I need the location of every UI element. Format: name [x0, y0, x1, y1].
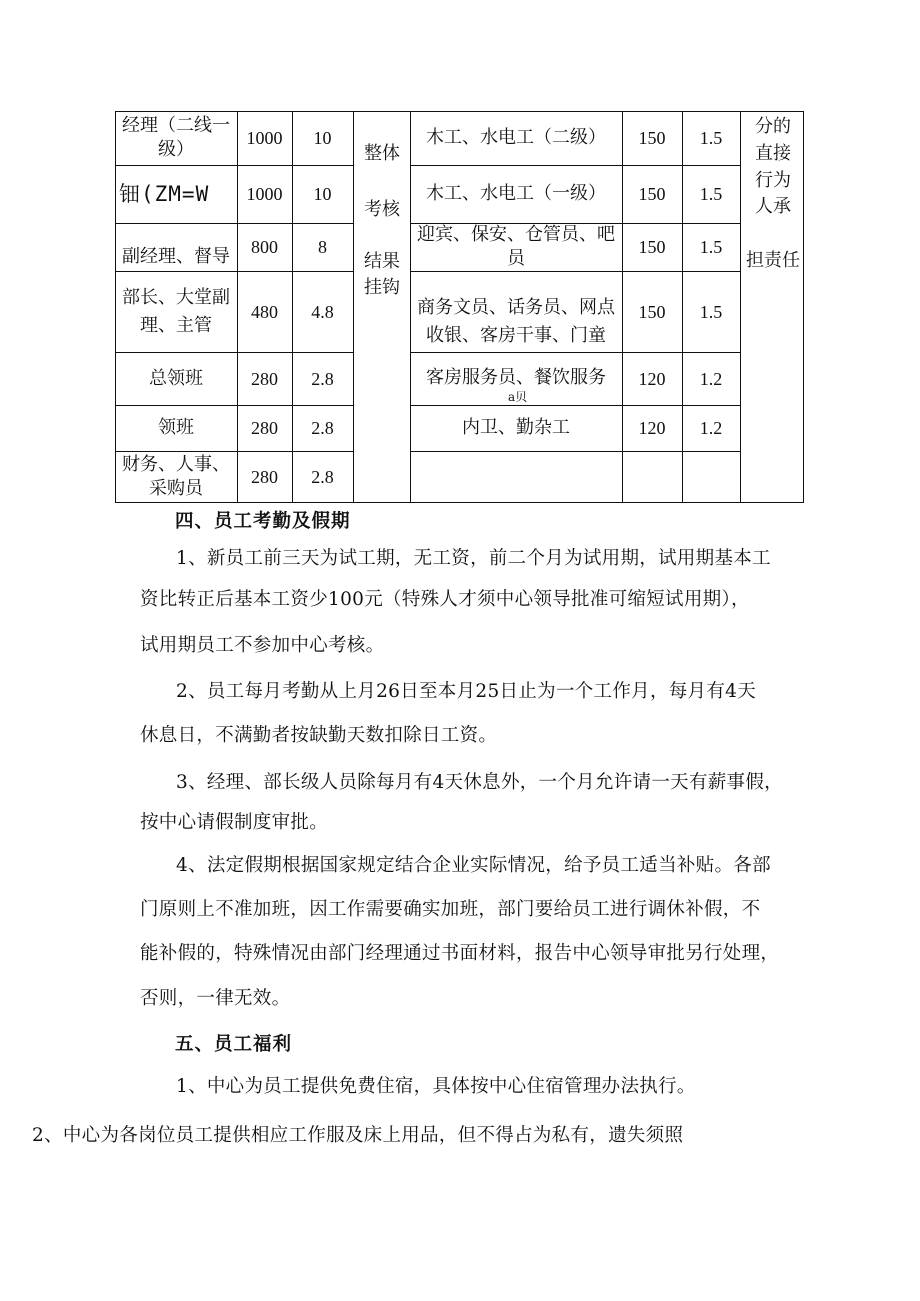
table-cell-position — [410, 271, 622, 352]
paragraph-line: 否则，一律无效。 — [140, 988, 291, 1009]
section-heading: 四、员工考勤及假期 — [175, 511, 351, 532]
table-cell-points — [682, 451, 740, 502]
table-cell-points: 4.8 — [311, 301, 334, 322]
table-cell-amount: 480 — [251, 301, 278, 322]
merged-note-text: 结果 — [364, 251, 400, 272]
cell-text: 财务、人事、 — [122, 453, 230, 475]
table-cell-points: 10 — [313, 128, 332, 148]
table-cell-amount: 150 — [638, 301, 666, 322]
table-cell-points: 1.5 — [699, 128, 723, 148]
table-cell-position — [115, 111, 237, 165]
paragraph-line: 2、中心为各岗位员工提供相应工作服及床上用品，但不得占为私有，遗失须照 — [32, 1125, 684, 1146]
cell-text: 级） — [158, 139, 194, 160]
table-cell-position: 木工、水电工（二级） — [426, 127, 606, 148]
salary-table — [115, 111, 804, 503]
paragraph-line: 资比转正后基本工资少100元（特殊人才须中心领导批准可缩短试用期）， — [140, 589, 750, 610]
table-cell-position: 总领班 — [149, 367, 203, 389]
table-cell-position: 领班 — [158, 417, 194, 438]
paragraph-line: 试用期员工不参加中心考核。 — [140, 635, 385, 656]
table-cell-points: 8 — [318, 237, 327, 257]
table-cell-amount: 280 — [251, 418, 278, 438]
responsibility-note-text: 担责任 — [746, 250, 800, 271]
cell-text: 商务文员、话务员、网点 — [417, 296, 615, 318]
table-col-divider — [740, 111, 741, 503]
cell-text: 部长、大堂副 — [122, 286, 230, 308]
table-cell-amount: 120 — [638, 368, 666, 389]
table-cell-position: 木工、水电工（一级） — [426, 183, 606, 204]
table-cell-points: 1.2 — [699, 368, 723, 389]
section-heading: 五、员工福利 — [175, 1034, 293, 1055]
cell-text: 经理（二线一 — [122, 115, 230, 136]
paragraph-line: 4、法定假期根据国家规定结合企业实际情况，给予员工适当补贴。各部 — [176, 855, 771, 876]
table-cell-position — [115, 271, 237, 352]
cell-mark: a贝 — [508, 390, 528, 404]
table-cell-position — [410, 451, 622, 502]
table-cell-amount: 150 — [638, 184, 666, 204]
table-cell-position: 客房服务员、餐饮服务 — [426, 367, 606, 388]
cell-text: 员 — [507, 248, 525, 269]
responsibility-note-text: 直接 — [755, 143, 791, 164]
table-cell-points: 1.5 — [699, 184, 723, 204]
table-cell-points: 10 — [313, 184, 332, 204]
table-cell-points: 1.5 — [699, 237, 723, 257]
cell-text: 迎宾、保安、仓管员、吧 — [417, 224, 615, 245]
table-cell-position: 钿(ZM=W — [119, 182, 210, 206]
paragraph-line: 1、中心为员工提供免费住宿，具体按中心住宿管理办法执行。 — [176, 1076, 696, 1097]
paragraph-line: 按中心请假制度审批。 — [140, 812, 329, 833]
table-cell-amount: 1000 — [246, 128, 283, 148]
table-col-divider — [353, 111, 354, 503]
table-cell-amount: 800 — [251, 237, 278, 257]
table-cell-amount: 280 — [251, 368, 278, 389]
table-cell-position — [410, 223, 622, 271]
table-cell-position: 副经理、督导 — [122, 246, 230, 267]
paragraph-line: 1、新员工前三天为试工期，无工资，前二个月为试用期，试用期基本工 — [176, 548, 771, 569]
cell-text: 收银、客房干事、门童 — [426, 324, 606, 346]
table-cell-position: 内卫、勤杂工 — [462, 417, 570, 438]
paragraph-line: 3、经理、部长级人员除每月有4天休息外，一个月允许请一天有薪事假， — [176, 772, 783, 793]
table-cell-points: 2.8 — [311, 466, 334, 487]
table-cell-amount: 150 — [638, 237, 666, 257]
paragraph-line: 门原则上不准加班，因工作需要确实加班，部门要给员工进行调休补假，不 — [140, 899, 761, 920]
cell-text: 理、主管 — [140, 314, 212, 336]
paragraph-line: 2、员工每月考勤从上月26日至本月25日止为一个工作月，每月有4天 — [176, 681, 757, 702]
responsibility-note-text: 人承 — [755, 196, 791, 217]
table-cell-amount: 1000 — [246, 184, 283, 204]
table-cell-amount: 280 — [251, 466, 278, 487]
paragraph-line: 休息日，不满勤者按缺勤天数扣除日工资。 — [140, 725, 498, 746]
merged-note-text: 整体 — [364, 143, 400, 164]
responsibility-note-text: 行为 — [755, 170, 791, 191]
responsibility-note-text: 分的 — [755, 116, 791, 137]
table-cell-points: 2.8 — [311, 418, 334, 438]
table-cell-position — [115, 451, 237, 502]
table-border-bottom — [115, 502, 804, 503]
table-cell-points: 2.8 — [311, 368, 334, 389]
table-cell-amount: 150 — [638, 128, 666, 148]
table-cell-points: 1.2 — [699, 418, 723, 438]
table-cell-amount: 120 — [638, 418, 666, 438]
table-cell-amount — [622, 451, 682, 502]
merged-note-text: 考核 — [364, 199, 400, 220]
table-cell-points: 1.5 — [699, 301, 723, 322]
paragraph-line: 能补假的，特殊情况由部门经理通过书面材料，报告中心领导审批另行处理， — [140, 943, 780, 964]
merged-note-text: 挂钩 — [364, 277, 400, 298]
cell-text: 采购员 — [149, 477, 203, 499]
